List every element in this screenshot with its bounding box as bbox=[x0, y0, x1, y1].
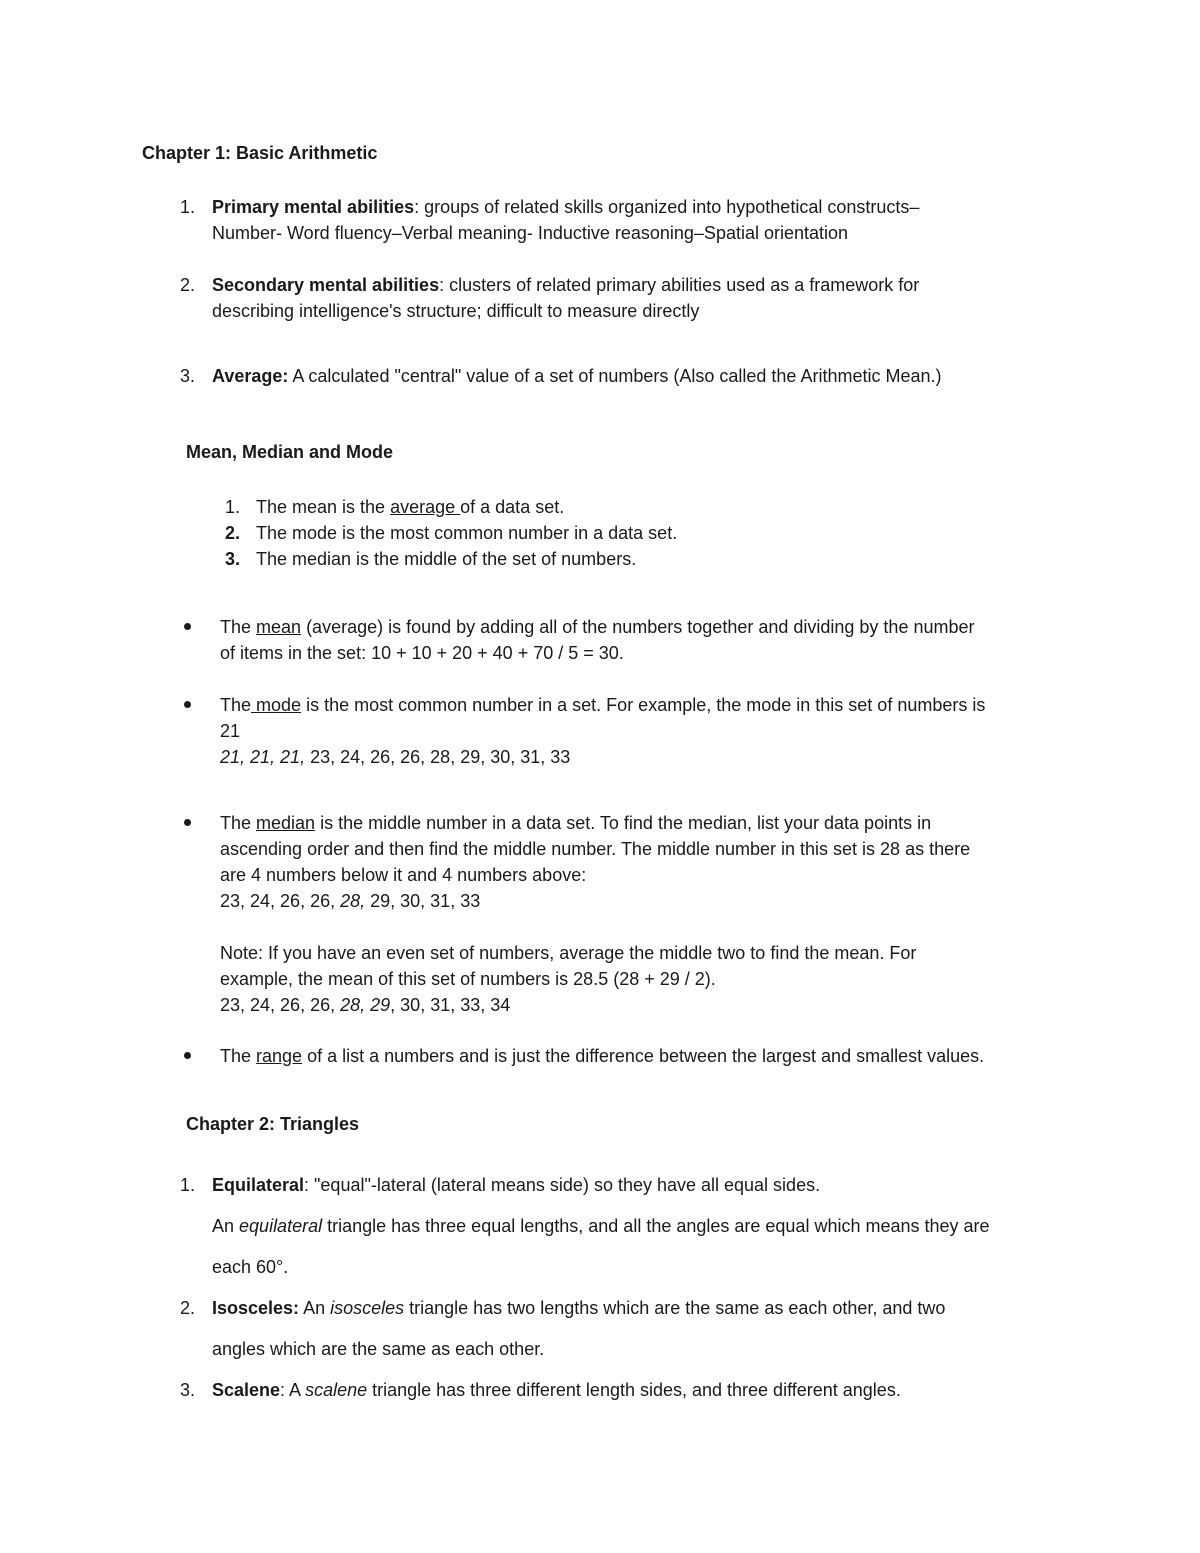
bullet-median bbox=[220, 810, 931, 836]
definition-text: triangle has three different length sides, and three different angles. bbox=[367, 1380, 901, 1400]
chapter1-heading: Chapter 1: Basic Arithmetic bbox=[142, 143, 378, 163]
bullet-mean bbox=[220, 614, 974, 640]
highlighted-numbers: 29 bbox=[370, 995, 391, 1015]
italic-term: equilateral bbox=[239, 1216, 323, 1236]
item-number: 2. bbox=[179, 1298, 195, 1318]
bullet-text: The bbox=[220, 695, 252, 715]
bullet-text-line2: 21 bbox=[220, 721, 241, 741]
bullet-text-line2: ascending order and then find the middle number. The middle number in this set is 28 as there bbox=[220, 839, 971, 859]
list-item: The mode is the most common number in a data set. bbox=[256, 523, 678, 543]
list-number: 3. bbox=[224, 549, 240, 569]
item-number: 3. bbox=[179, 1380, 195, 1400]
item-number: 3. bbox=[179, 366, 195, 386]
definition-text: An bbox=[212, 1216, 240, 1236]
list-item bbox=[256, 494, 564, 520]
definition-text: : A bbox=[280, 1380, 306, 1400]
list-item-text: of a data set. bbox=[460, 497, 565, 517]
bullet-text-line2: of items in the set: 10 + 10 + 20 + 40 + 70 / 5 = 30. bbox=[220, 643, 624, 663]
bullet-icon bbox=[184, 1052, 191, 1059]
bullet-text: is the middle number in a data set. To find the median, list your data points in bbox=[315, 813, 932, 833]
highlighted-numbers: 28, bbox=[340, 891, 366, 911]
definition-isosceles bbox=[212, 1295, 945, 1321]
definition-term: Average: bbox=[212, 366, 289, 386]
definition-text: : clusters of related primary abilities used as a framework for bbox=[439, 275, 920, 295]
chapter2-heading: Chapter 2: Triangles bbox=[186, 1114, 360, 1134]
list-number: 1. bbox=[224, 497, 240, 517]
definition-scalene bbox=[212, 1377, 901, 1403]
bullet-text: The bbox=[220, 1046, 257, 1066]
bullet-icon bbox=[184, 701, 191, 708]
bullet-icon bbox=[184, 819, 191, 826]
definition-text: : "equal"-lateral (lateral means side) so they have all equal sides. bbox=[304, 1175, 821, 1195]
bullet-icon bbox=[184, 623, 191, 630]
underlined-term: mode bbox=[251, 695, 302, 715]
definition-text-line2: Number- Word fluency–Verbal meaning- Inductive reasoning–Spatial orientation bbox=[212, 223, 849, 243]
definition-text-line2: angles which are the same as each other. bbox=[212, 1339, 545, 1359]
underlined-term: average bbox=[390, 497, 461, 517]
definition-text: A calculated "central" value of a set of numbers (Also called the Arithmetic Mean.) bbox=[288, 366, 942, 386]
definition-primary-mental-abilities bbox=[212, 194, 919, 220]
note-line1: Note: If you have an even set of numbers, average the middle two to find the mean. For bbox=[220, 943, 917, 963]
bullet-text-line3: are 4 numbers below it and 4 numbers above: bbox=[220, 865, 587, 885]
underlined-term: range bbox=[256, 1046, 303, 1066]
underlined-term: median bbox=[256, 813, 316, 833]
sequence-text: , 30, 31, 33, 34 bbox=[390, 995, 511, 1015]
bullet-text: The bbox=[220, 617, 257, 637]
bullet-text: The bbox=[220, 813, 257, 833]
mode-number-sequence bbox=[220, 744, 570, 770]
definition-equilateral bbox=[212, 1172, 820, 1198]
definition-text: triangle has three equal lengths, and all the angles are equal which means they are bbox=[322, 1216, 990, 1236]
highlighted-numbers: 28, bbox=[340, 995, 366, 1015]
bullet-text: of a list a numbers and is just the difference between the largest and smallest values. bbox=[302, 1046, 985, 1066]
definition-text: triangle has two lengths which are the same as each other, and two bbox=[404, 1298, 946, 1318]
list-item: The median is the middle of the set of numbers. bbox=[256, 549, 637, 569]
sequence-text: 23, 24, 26, 26, bbox=[220, 995, 341, 1015]
section-heading: Mean, Median and Mode bbox=[186, 442, 394, 462]
italic-term: scalene bbox=[305, 1380, 368, 1400]
definition-term: Equilateral bbox=[212, 1175, 305, 1195]
bullet-text: is the most common number in a set. For example, the mode in this set of numbers is bbox=[301, 695, 986, 715]
definition-term: Isosceles: bbox=[212, 1298, 300, 1318]
underlined-term: mean bbox=[256, 617, 302, 637]
list-item-text: The mean is the bbox=[256, 497, 391, 517]
median-number-sequence bbox=[220, 888, 480, 914]
item-number: 1. bbox=[179, 197, 195, 217]
highlighted-numbers: 21, 21, 21, bbox=[220, 747, 306, 767]
sequence-text: 29, 30, 31, 33 bbox=[365, 891, 481, 911]
definition-secondary-mental-abilities bbox=[212, 272, 919, 298]
item-number: 2. bbox=[179, 275, 195, 295]
note-line2: example, the mean of this set of numbers is 28.5 (28 + 29 / 2). bbox=[220, 969, 716, 989]
bullet-text: (average) is found by adding all of the numbers together and dividing by the number bbox=[301, 617, 975, 637]
definition-term: Scalene bbox=[212, 1380, 281, 1400]
list-number: 2. bbox=[224, 523, 240, 543]
item-number: 1. bbox=[179, 1175, 195, 1195]
even-number-sequence bbox=[220, 992, 510, 1018]
definition-text: : groups of related skills organized into hypothetical constructs– bbox=[414, 197, 920, 217]
italic-term: isosceles bbox=[330, 1298, 405, 1318]
definition-text-line2 bbox=[212, 1213, 990, 1239]
sequence-text: 23, 24, 26, 26, 28, 29, 30, 31, 33 bbox=[305, 747, 571, 767]
definition-text-line3: each 60°. bbox=[212, 1257, 289, 1277]
definition-text: An bbox=[299, 1298, 331, 1318]
definition-term: Primary mental abilities bbox=[212, 197, 415, 217]
bullet-range bbox=[220, 1043, 984, 1069]
definition-average bbox=[212, 363, 941, 389]
sequence-text: 23, 24, 26, 26, bbox=[220, 891, 341, 911]
bullet-mode bbox=[220, 692, 985, 718]
definition-text-line2: describing intelligence's structure; difficult to measure directly bbox=[212, 301, 700, 321]
definition-term: Secondary mental abilities bbox=[212, 275, 440, 295]
